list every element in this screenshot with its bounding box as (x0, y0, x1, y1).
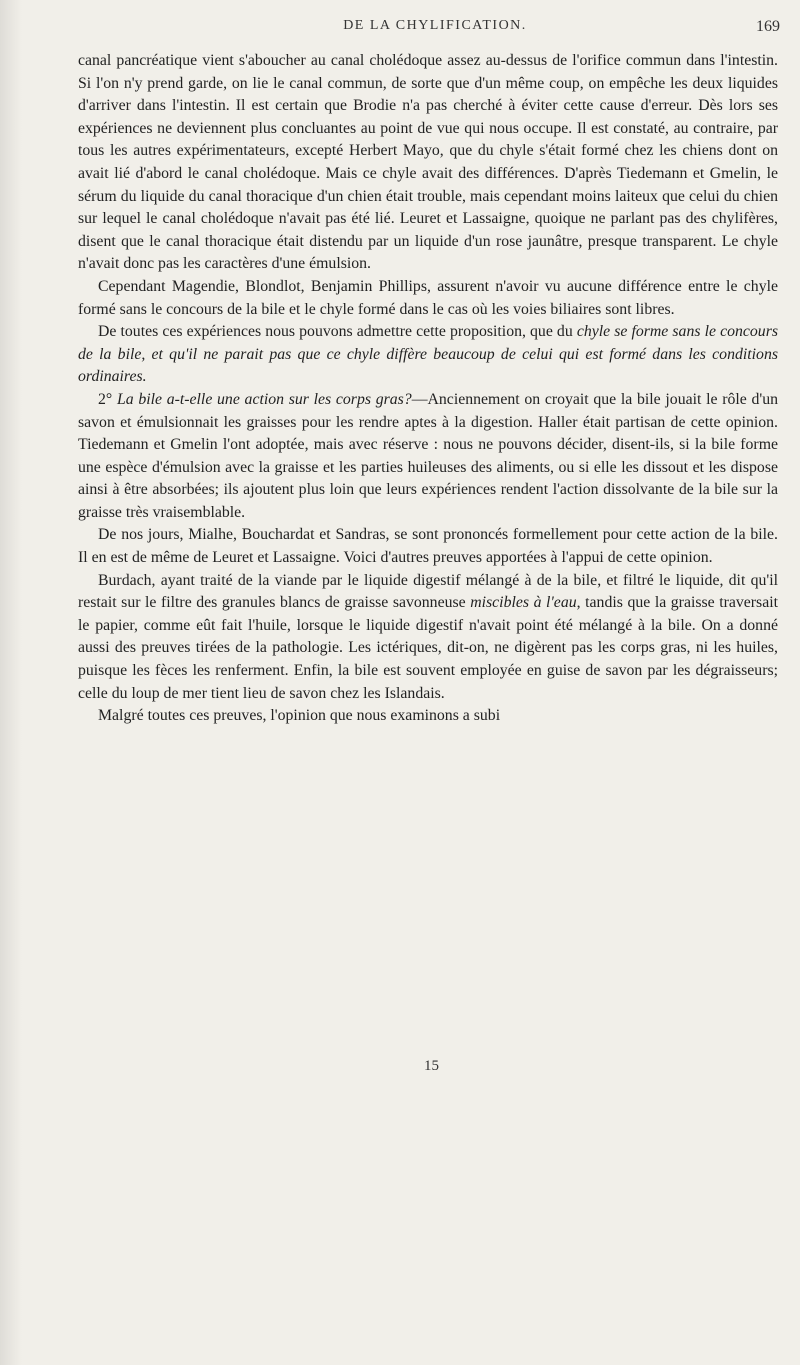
paragraph (78, 524, 778, 569)
page-gutter-shadow (0, 0, 22, 1365)
text-run: Malgré toutes ces preuves, l'opinion que nous examinons a subi (98, 707, 501, 725)
signature-mark: 15 (424, 1058, 439, 1074)
body-text (78, 50, 778, 728)
italic-text: miscibles à l'eau (470, 594, 577, 612)
text-run: , tandis que la graisse traversait le papier, comme eût fait l'huile, lorsque le liquide digestif n'avait point été mélangé à la bile. On a donné aussi des preuves tirées de la pathologie. Les ictériques, dit-on, ne digèrent pas les corps gras, ni les huiles, puisque les fèces les renferment. Enfin, la bile est souvent employée en guise de savon par les dégraisseurs; celle du loup de mer tient lieu de savon chez les Islandais. (78, 594, 778, 702)
paragraph (78, 570, 778, 706)
running-head: DE LA CHYLIFICATION. (343, 18, 527, 33)
paragraph (78, 389, 778, 525)
paragraph (78, 50, 778, 276)
text-run: canal pancréatique vient s'aboucher au canal cholédoque assez au-dessus de l'orifice commun dans l'intestin. Si l'on n'y prend garde, on lie le canal commun, de sorte que d'un même coup, on empêche les deux liquides d'arriver dans l'intestin. Il est certain que Brodie n'a pas cherché à éviter cette cause d'erreur. Dès lors ses expériences ne deviennent plus concluantes au point de vue qui nous occupe. Il est constaté, au contraire, par tous les autres expérimentateurs, excepté Herbert Mayo, que du chyle s'était formé chez les chiens dont on avait lié d'abord le canal cholédoque. Mais ce chyle avait des différences. D'après Tiedemann et Gmelin, le sérum du liquide du canal thoracique d'un chien était trouble, mais cependant moins laiteux que celui du chien sur lequel le canal cholédoque n'avait pas été lié. Leuret et Lassaigne, quoique ne parlant pas des chylifères, disent que le canal thoracique était distendu par un liquide d'un rose jaunâtre, presque transparent. Le chyle n'avait donc pas les caractères d'une émulsion. (78, 52, 778, 273)
paragraph (78, 321, 778, 389)
page-header (90, 18, 780, 44)
text-run: —Anciennement on croyait que la bile jouait le rôle d'un savon et émulsionnait les graisses pour les rendre aptes à la digestion. Haller était partisan de cette opinion. Tiedemann et Gmelin l'ont adoptée, mais avec réserve : nous ne pouvons décider, disent-ils, si la bile forme une espèce d'émulsion avec la graisse et les parties huileuses des aliments, ou si elle les dissout et les dispose ainsi à être absorbées; ils ajoutent plus loin que leurs expériences rendent l'action dissolvante de la bile sur la graisse très vraisemblable. (78, 390, 779, 521)
text-run: De toutes ces expériences nous pouvons admettre cette proposition, que du (98, 323, 577, 341)
text-run: 2° (98, 390, 117, 408)
paragraph (78, 705, 778, 728)
italic-text: La bile a-t-elle une action sur les corps gras? (116, 390, 412, 408)
paragraph (78, 276, 778, 321)
page-number: 169 (756, 18, 780, 35)
italic-text: chyle se forme sans le concours de la bile, et qu'il ne parait pas que ce chyle diffère beaucoup de celui qui est formé dans les conditions ordinaires. (78, 323, 778, 386)
text-run: Cependant Magendie, Blondlot, Benjamin Phillips, assurent n'avoir vu aucune différence entre le chyle formé sans le concours de la bile et le chyle formé dans le cas où les voies biliaires sont libres. (78, 277, 778, 318)
text-run: De nos jours, Mialhe, Bouchardat et Sandras, se sont prononcés formellement pour cette action de la bile. Il en est de même de Leuret et Lassaigne. Voici d'autres preuves apportées à l'appui de cette opinion. (78, 526, 778, 567)
text-run: Burdach, ayant traité de la viande par le liquide digestif mélangé à de la bile, et filtré le liquide, dit qu'il restait sur le filtre des granules blancs de graisse savonneuse (78, 571, 778, 612)
